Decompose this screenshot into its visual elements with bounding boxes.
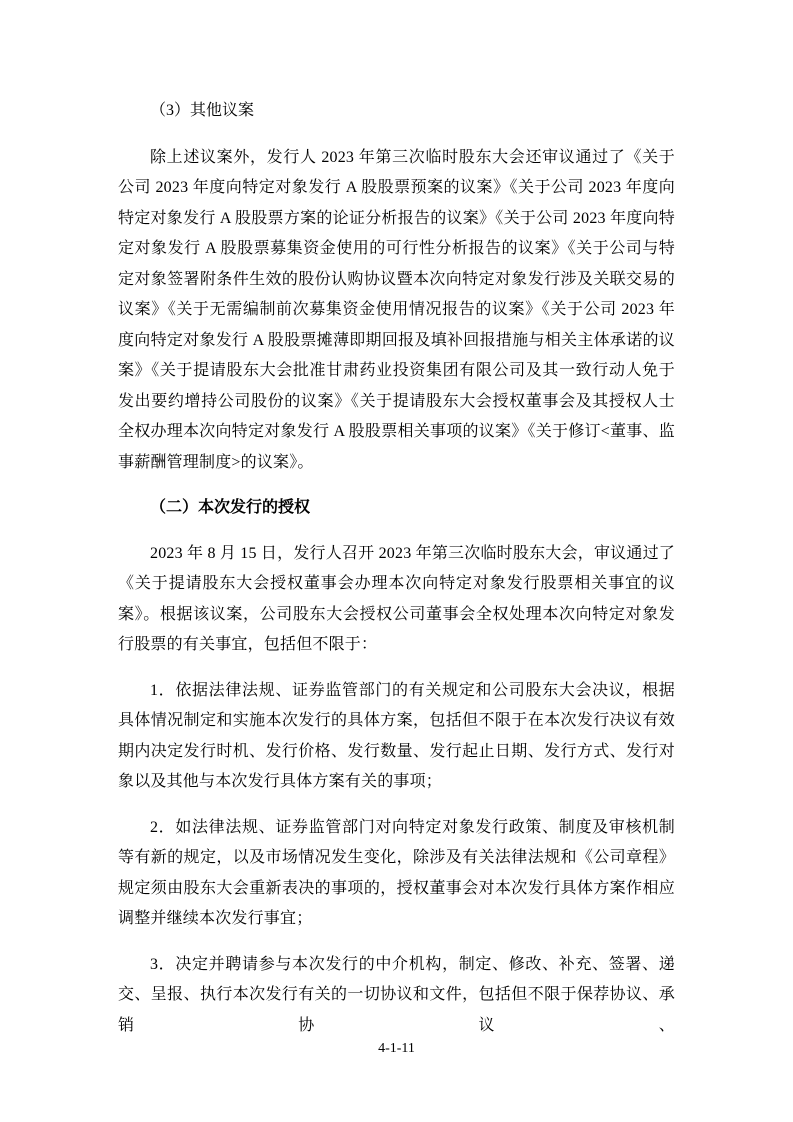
subheading-other-proposals: （3）其他议案 [150, 102, 255, 119]
page-number: 4-1-11 [378, 1041, 415, 1056]
paragraph-authorization-item-1: 1．依据法律法规、证券监管部门的有关规定和公司股东大会决议，根据具体情况制定和实施本次发行的具体方案，包括但不限于在本次发行决议有效期内决定发行时机、发行价格、发行数量、发行起止日期、发行方式、发行对象以及其他与本次发行具体方案有关的事项； [118, 681, 675, 790]
document-content [118, 96, 675, 1041]
paragraph-authorization-intro: 2023 年 8 月 15 日，发行人召开 2023 年第三次临时股东大会，审议通过了《关于提请股东大会授权董事会办理本次向特定对象发行股票相关事宜的议案》。根据该议案，公司股东大会授权公司董事会全权处理本次向特定对象发行股票的有关事宜，包括但不限于： [118, 544, 675, 653]
heading-issuance-authorization: （二）本次发行的授权 [150, 499, 311, 516]
paragraph-other-proposals-list: 除上述议案外，发行人 2023 年第三次临时股东大会还审议通过了《关于公司 2023 年度向特定对象发行 A 股股票预案的议案》《关于公司 2023 年度向特定对象发行 A 股股票方案的论证分析报告的议案》《关于公司 2023 年度向特定对象发行 A 股股票募集资金使用的可行性分析报告的议案》《关于公司与特定对象签署附条件生效的股份认购协议暨本次向特定对象发行涉及关联交易的议案》《关于无需编制前次募集资金使用情况报告的议案》《关于公司 2023 年度向特定对象发行 A 股股票摊薄即期回报及填补回报措施与相关主体承诺的议案》《关于提请股东大会批准甘肃药业投资集团有限公司及其一致行动人免于发出要约增持公司股份的议案》《关于提请股东大会授权董事会及其授权人士全权办理本次向特定对象发行 A 股股票相关事项的议案》《关于修订<董事、监事薪酬管理制度>的议案》。 [118, 148, 675, 471]
paragraph-authorization-item-2: 2．如法律法规、证券监管部门对向特定对象发行政策、制度及审核机制等有新的规定，以及市场情况发生变化，除涉及有关法律法规和《公司章程》规定须由股东大会重新表决的事项的，授权董事会对本次发行具体方案作相应调整并继续本次发行事宜； [118, 818, 675, 927]
paragraph-authorization-item-3: 3．决定并聘请参与本次发行的中介机构，制定、修改、补充、签署、递交、呈报、执行本次发行有关的一切协议和文件，包括但不限于保荐协议、承销协议、 [118, 955, 675, 1034]
